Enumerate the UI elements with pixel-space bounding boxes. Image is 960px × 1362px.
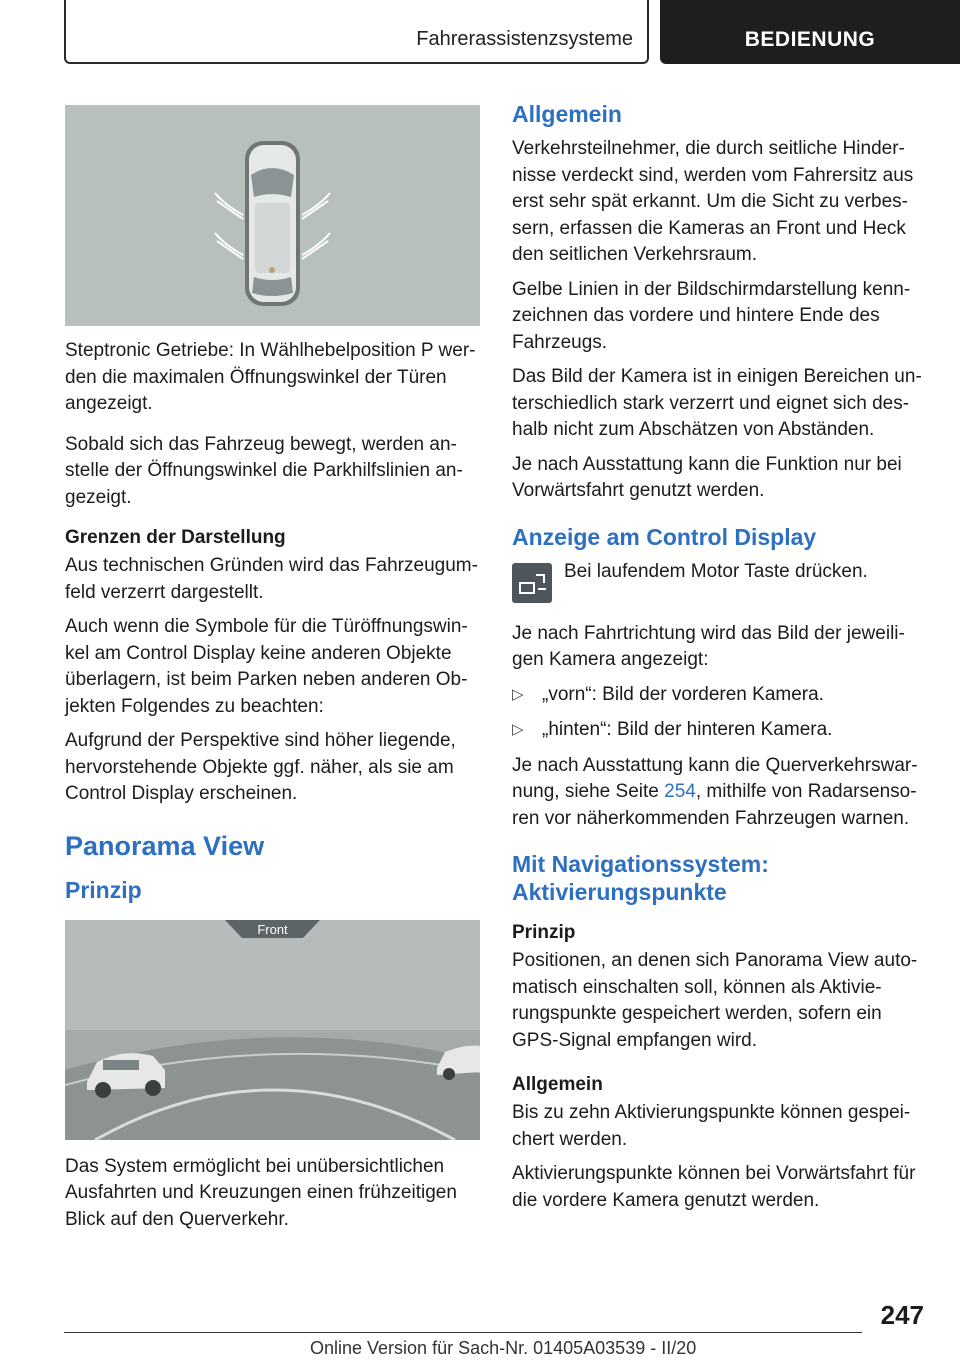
paragraph: Aktivierungspunkte können bei Vorwärtsfahrt für die vordere Kamera genutzt werden. xyxy=(512,1163,916,1211)
list-item: ▷ „hinten“: Bild der hinteren Kamera. xyxy=(512,717,924,744)
paragraph: Steptronic Getriebe: In Wählhebelposition P wer-den die maximalen Öffnungswinkel der Türen angezeigt. xyxy=(65,340,476,414)
triangle-bullet-icon: ▷ xyxy=(512,685,524,703)
paragraph: Aufgrund der Perspektive sind höher liegende, hervorstehende Objekte ggf. näher, als sie am Control Display erscheinen. xyxy=(65,730,456,804)
heading-anzeige: Anzeige am Control Display xyxy=(512,523,817,550)
triangle-bullet-icon: ▷ xyxy=(512,721,524,738)
paragraph: Auch wenn die Symbole für die Türöffnungswin-kel am Control Display keine anderen Objekte überlagern, ist beim Parken neben anderen Ob-jekten Folgendes zu beachten: xyxy=(65,616,468,717)
heading-panorama-view: Panorama View xyxy=(65,830,265,861)
online-version-note: Online Version für Sach-Nr. 01405A03539 - II/20 xyxy=(310,1338,697,1358)
subheading-allgemein: Allgemein xyxy=(512,1074,603,1095)
door-opening-angle-illustration xyxy=(65,105,480,326)
paragraph: Verkehrsteilnehmer, die durch seitliche Hinder-nisse verdeckt sind, werden vom Fahrersitz aus erst sehr spät erkannt. Um die Sicht zu verbes-sern, erfassen die Kameras an Front und Heck den seitlichen Verkehrsraum. xyxy=(512,138,914,265)
paragraph: Gelbe Linien in der Bildschirmdarstellung kenn-zeichnen das vordere und hintere Ende des Fahrzeugs. xyxy=(512,278,911,353)
paragraph: Das System ermöglicht bei unübersichtlichen Ausfahrten und Kreuzungen einen frühzeitigen Blick auf den Querverkehr. xyxy=(65,1155,457,1230)
paragraph: Je nach Ausstattung kann die Funktion nur bei Vorwärtsfahrt genutzt werden. xyxy=(512,453,902,501)
section-title: Fahrerassistenzsysteme xyxy=(416,28,633,50)
camera-direction-list xyxy=(512,682,924,744)
paragraph: Aus technischen Gründen wird das Fahrzeugum-feld verzerrt dargestellt. xyxy=(65,555,478,603)
header-section-box xyxy=(64,0,649,64)
icon-instruction-text: Bei laufendem Motor Taste drücken. xyxy=(564,560,868,582)
paragraph: Je nach Fahrtrichtung wird das Bild der jeweili-gen Kamera angezeigt: xyxy=(512,622,905,670)
chapter-tab-label: BEDIENUNG xyxy=(744,28,876,51)
car-top-view-icon xyxy=(65,105,480,326)
paragraph: Das Bild der Kamera ist in einigen Bereichen un-terschiedlich stark verzerrt und eignet sich des-halb nicht zum Abschätzen von Abständen. xyxy=(512,366,922,440)
page-link[interactable]: 254 xyxy=(664,781,696,802)
paragraph: Bis zu zehn Aktivierungspunkte können gespei-chert werden. xyxy=(512,1102,911,1150)
subheading-grenzen: Grenzen der Darstellung xyxy=(65,527,286,548)
panorama-view-illustration xyxy=(65,920,480,1140)
footer-divider xyxy=(64,1332,862,1333)
heading-allgemein: Allgemein xyxy=(512,101,622,127)
page-number: 247 xyxy=(880,1300,924,1330)
right-column xyxy=(512,100,924,1222)
chapter-tab[interactable] xyxy=(660,0,960,64)
subheading-prinzip: Prinzip xyxy=(512,922,576,943)
front-label: Front xyxy=(257,921,288,937)
heading-prinzip: Prinzip xyxy=(65,876,142,903)
heading-navigation-aktivierungspunkte: Mit Navigationssystem: Aktivierungspunkte xyxy=(512,851,769,905)
left-column xyxy=(65,105,480,1241)
panorama-road-image xyxy=(65,920,480,1140)
camera-button-instruction xyxy=(512,559,924,611)
camera-button-icon[interactable] xyxy=(512,563,552,603)
paragraph: Positionen, an denen sich Panorama View auto-matisch einschalten soll, können als Aktivie-rungspunkte gespeichert werden, sofern ein GPS-Signal empfangen wird. xyxy=(512,950,918,1051)
paragraph: Sobald sich das Fahrzeug bewegt, werden an-stelle der Öffnungswinkel die Parkhilfslinien an-gezeigt. xyxy=(65,433,463,508)
list-item: ▷ „vorn“: Bild der vorderen Kamera. xyxy=(512,682,924,709)
paragraph-cross-traffic: Je nach Ausstattung kann die Querverkehrswar-nung, siehe Seite 254, mithilfe von Radarsenso-ren vor näherkommenden Fahrzeugen warnen. xyxy=(512,754,918,829)
